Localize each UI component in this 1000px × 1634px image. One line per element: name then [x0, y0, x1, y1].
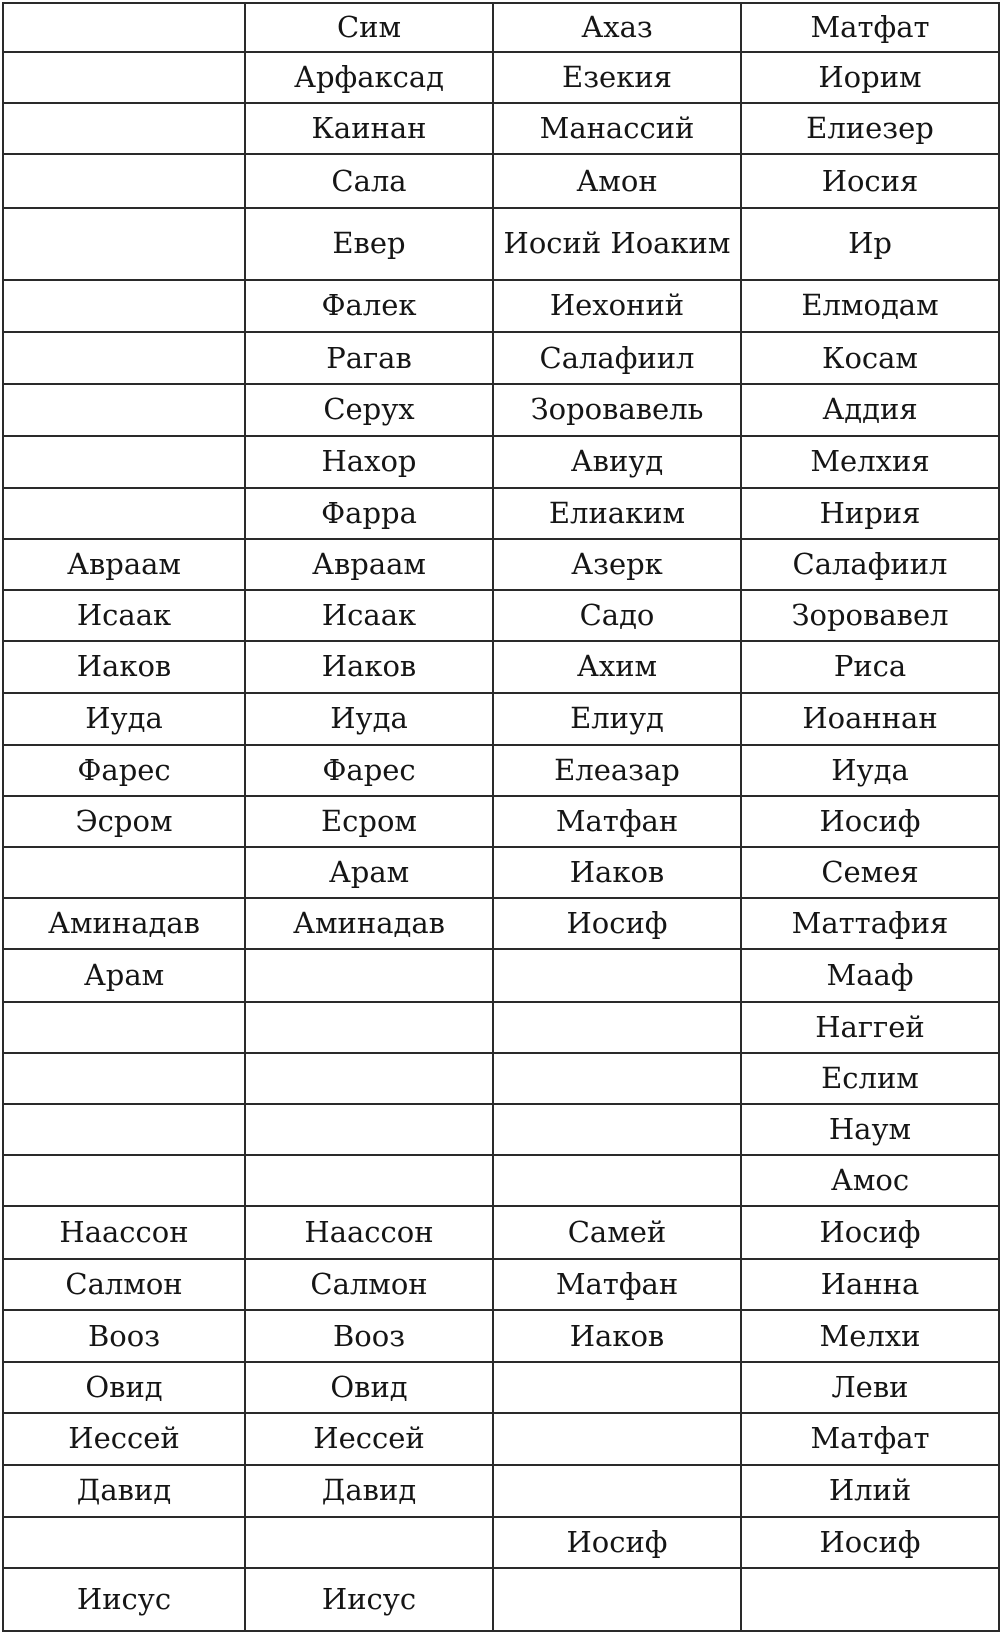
table-row [3, 1053, 999, 1104]
table-cell-col-1: Наассон [3, 1206, 245, 1258]
table-cell-col-4: Ир [741, 208, 999, 280]
table-cell-col-1 [3, 488, 245, 539]
table-cell-col-2 [245, 1002, 493, 1053]
table-cell-col-3: Ахаз [493, 3, 741, 52]
table-cell-col-4: Маттафия [741, 898, 999, 949]
table-cell-col-4: Семея [741, 847, 999, 898]
table-cell-col-2 [245, 1517, 493, 1568]
table-cell-col-3: Иосиф [493, 898, 741, 949]
table-cell-col-2: Арам [245, 847, 493, 898]
table-body [3, 3, 999, 1631]
table-row [3, 488, 999, 539]
table-cell-col-1: Иессей [3, 1413, 245, 1464]
table-cell-col-4: Иосиф [741, 796, 999, 847]
table-cell-col-3: Садо [493, 590, 741, 641]
table-cell-col-4: Матфат [741, 3, 999, 52]
table-cell-col-3: Салафиил [493, 332, 741, 384]
table-cell-col-4: Наум [741, 1104, 999, 1155]
table-cell-col-1: Арам [3, 949, 245, 1001]
table-row [3, 1104, 999, 1155]
table-cell-col-4: Мааф [741, 949, 999, 1001]
table-cell-col-4: Зоровавел [741, 590, 999, 641]
table-row [3, 436, 999, 488]
table-cell-col-2: Исаак [245, 590, 493, 641]
table-cell-col-3: Азерк [493, 539, 741, 590]
table-row [3, 1002, 999, 1053]
genealogy-table [2, 2, 1000, 1632]
table-cell-col-1: Салмон [3, 1259, 245, 1310]
table-cell-col-1 [3, 436, 245, 488]
table-cell-col-2: Есром [245, 796, 493, 847]
table-cell-col-2: Иаков [245, 641, 493, 692]
table-cell-col-1: Фарес [3, 745, 245, 796]
table-cell-col-4: Иосиф [741, 1206, 999, 1258]
table-cell-col-3: Авиуд [493, 436, 741, 488]
table-cell-col-3 [493, 1155, 741, 1206]
table-cell-col-3: Иосиф [493, 1517, 741, 1568]
table-cell-col-4: Иуда [741, 745, 999, 796]
table-row [3, 1568, 999, 1631]
table-cell-col-1: Иисус [3, 1568, 245, 1631]
table-cell-col-4 [741, 1568, 999, 1631]
table-cell-col-2: Сала [245, 154, 493, 207]
table-cell-col-2 [245, 949, 493, 1001]
table-cell-col-2: Вооз [245, 1310, 493, 1362]
table-row [3, 384, 999, 435]
table-cell-col-4: Косам [741, 332, 999, 384]
table-cell-col-2: Фарра [245, 488, 493, 539]
table-row [3, 641, 999, 692]
table-cell-col-3: Зоровавель [493, 384, 741, 435]
table-cell-col-2: Серух [245, 384, 493, 435]
table-cell-col-1 [3, 103, 245, 154]
table-cell-col-2 [245, 1053, 493, 1104]
table-cell-col-4: Ианна [741, 1259, 999, 1310]
table-cell-col-2: Фарес [245, 745, 493, 796]
table-row [3, 949, 999, 1001]
table-cell-col-4: Иоаннан [741, 693, 999, 745]
table-cell-col-1 [3, 52, 245, 103]
table-cell-col-3 [493, 1465, 741, 1517]
table-cell-col-2: Фалек [245, 280, 493, 332]
table-cell-col-4: Мелхи [741, 1310, 999, 1362]
table-cell-col-3: Иосий Иоаким [493, 208, 741, 280]
table-cell-col-3: Елиуд [493, 693, 741, 745]
table-row [3, 332, 999, 384]
table-cell-col-2: Авраам [245, 539, 493, 590]
table-cell-col-3 [493, 949, 741, 1001]
table-cell-col-4: Мелхия [741, 436, 999, 488]
table-row [3, 847, 999, 898]
table-cell-col-2: Евер [245, 208, 493, 280]
table-cell-col-1: Давид [3, 1465, 245, 1517]
table-cell-col-4: Иорим [741, 52, 999, 103]
table-cell-col-1 [3, 847, 245, 898]
table-cell-col-1 [3, 154, 245, 207]
table-cell-col-4: Еслим [741, 1053, 999, 1104]
table-row [3, 52, 999, 103]
table-row [3, 898, 999, 949]
table-cell-col-4: Аддия [741, 384, 999, 435]
table-cell-col-1: Иаков [3, 641, 245, 692]
table-cell-col-1: Овид [3, 1362, 245, 1413]
table-cell-col-3: Иаков [493, 847, 741, 898]
table-row [3, 1362, 999, 1413]
table-row [3, 1517, 999, 1568]
table-cell-col-1: Аминадав [3, 898, 245, 949]
table-cell-col-4: Риса [741, 641, 999, 692]
table-row [3, 745, 999, 796]
table-cell-col-2: Иессей [245, 1413, 493, 1464]
table-cell-col-2 [245, 1155, 493, 1206]
table-cell-col-3 [493, 1413, 741, 1464]
table-row [3, 693, 999, 745]
table-cell-col-2: Иуда [245, 693, 493, 745]
table-cell-col-1: Исаак [3, 590, 245, 641]
table-row [3, 208, 999, 280]
table-cell-col-3 [493, 1362, 741, 1413]
table-row [3, 796, 999, 847]
table-cell-col-3: Езекия [493, 52, 741, 103]
table-cell-col-1: Авраам [3, 539, 245, 590]
table-cell-col-4: Елиезер [741, 103, 999, 154]
table-cell-col-2: Давид [245, 1465, 493, 1517]
table-cell-col-4: Матфат [741, 1413, 999, 1464]
table-cell-col-4: Амос [741, 1155, 999, 1206]
table-cell-col-1: Эсром [3, 796, 245, 847]
table-cell-col-3: Матфан [493, 1259, 741, 1310]
table-cell-col-2: Овид [245, 1362, 493, 1413]
table-row [3, 3, 999, 52]
table-cell-col-2: Арфаксад [245, 52, 493, 103]
table-cell-col-4: Иосиф [741, 1517, 999, 1568]
table-row [3, 103, 999, 154]
table-cell-col-3: Иаков [493, 1310, 741, 1362]
table-row [3, 280, 999, 332]
table-cell-col-1 [3, 3, 245, 52]
table-cell-col-1: Вооз [3, 1310, 245, 1362]
table-row [3, 154, 999, 207]
table-cell-col-4: Наггей [741, 1002, 999, 1053]
table-cell-col-1 [3, 1155, 245, 1206]
table-cell-col-3: Ахим [493, 641, 741, 692]
table-cell-col-2: Наассон [245, 1206, 493, 1258]
table-cell-col-2: Каинан [245, 103, 493, 154]
table-cell-col-3: Иехоний [493, 280, 741, 332]
table-cell-col-3 [493, 1002, 741, 1053]
table-cell-col-2: Иисус [245, 1568, 493, 1631]
table-cell-col-2: Сим [245, 3, 493, 52]
table-cell-col-4: Леви [741, 1362, 999, 1413]
table-row [3, 1465, 999, 1517]
table-cell-col-4: Салафиил [741, 539, 999, 590]
table-row [3, 1206, 999, 1258]
table-row [3, 1259, 999, 1310]
table-cell-col-1 [3, 208, 245, 280]
table-cell-col-1 [3, 1002, 245, 1053]
table-cell-col-3 [493, 1104, 741, 1155]
table-cell-col-3: Амон [493, 154, 741, 207]
table-row [3, 1155, 999, 1206]
table-cell-col-1 [3, 280, 245, 332]
table-cell-col-2: Салмон [245, 1259, 493, 1310]
table-cell-col-1 [3, 1053, 245, 1104]
table-cell-col-2 [245, 1104, 493, 1155]
table-cell-col-1 [3, 1104, 245, 1155]
table-cell-col-1 [3, 1517, 245, 1568]
table-cell-col-1 [3, 332, 245, 384]
table-cell-col-2: Нахор [245, 436, 493, 488]
table-cell-col-4: Нирия [741, 488, 999, 539]
table-cell-col-1: Иуда [3, 693, 245, 745]
table-cell-col-3: Матфан [493, 796, 741, 847]
table-cell-col-3 [493, 1568, 741, 1631]
table-cell-col-1 [3, 384, 245, 435]
table-row [3, 539, 999, 590]
table-cell-col-2: Аминадав [245, 898, 493, 949]
table-cell-col-3: Елиаким [493, 488, 741, 539]
table-cell-col-3 [493, 1053, 741, 1104]
table-row [3, 1413, 999, 1464]
table-cell-col-3: Самей [493, 1206, 741, 1258]
table-row [3, 1310, 999, 1362]
table-cell-col-2: Рагав [245, 332, 493, 384]
table-cell-col-4: Иосия [741, 154, 999, 207]
table-cell-col-4: Илий [741, 1465, 999, 1517]
table-cell-col-3: Елеазар [493, 745, 741, 796]
table-row [3, 590, 999, 641]
table-cell-col-3: Манассий [493, 103, 741, 154]
table-cell-col-4: Елмодам [741, 280, 999, 332]
